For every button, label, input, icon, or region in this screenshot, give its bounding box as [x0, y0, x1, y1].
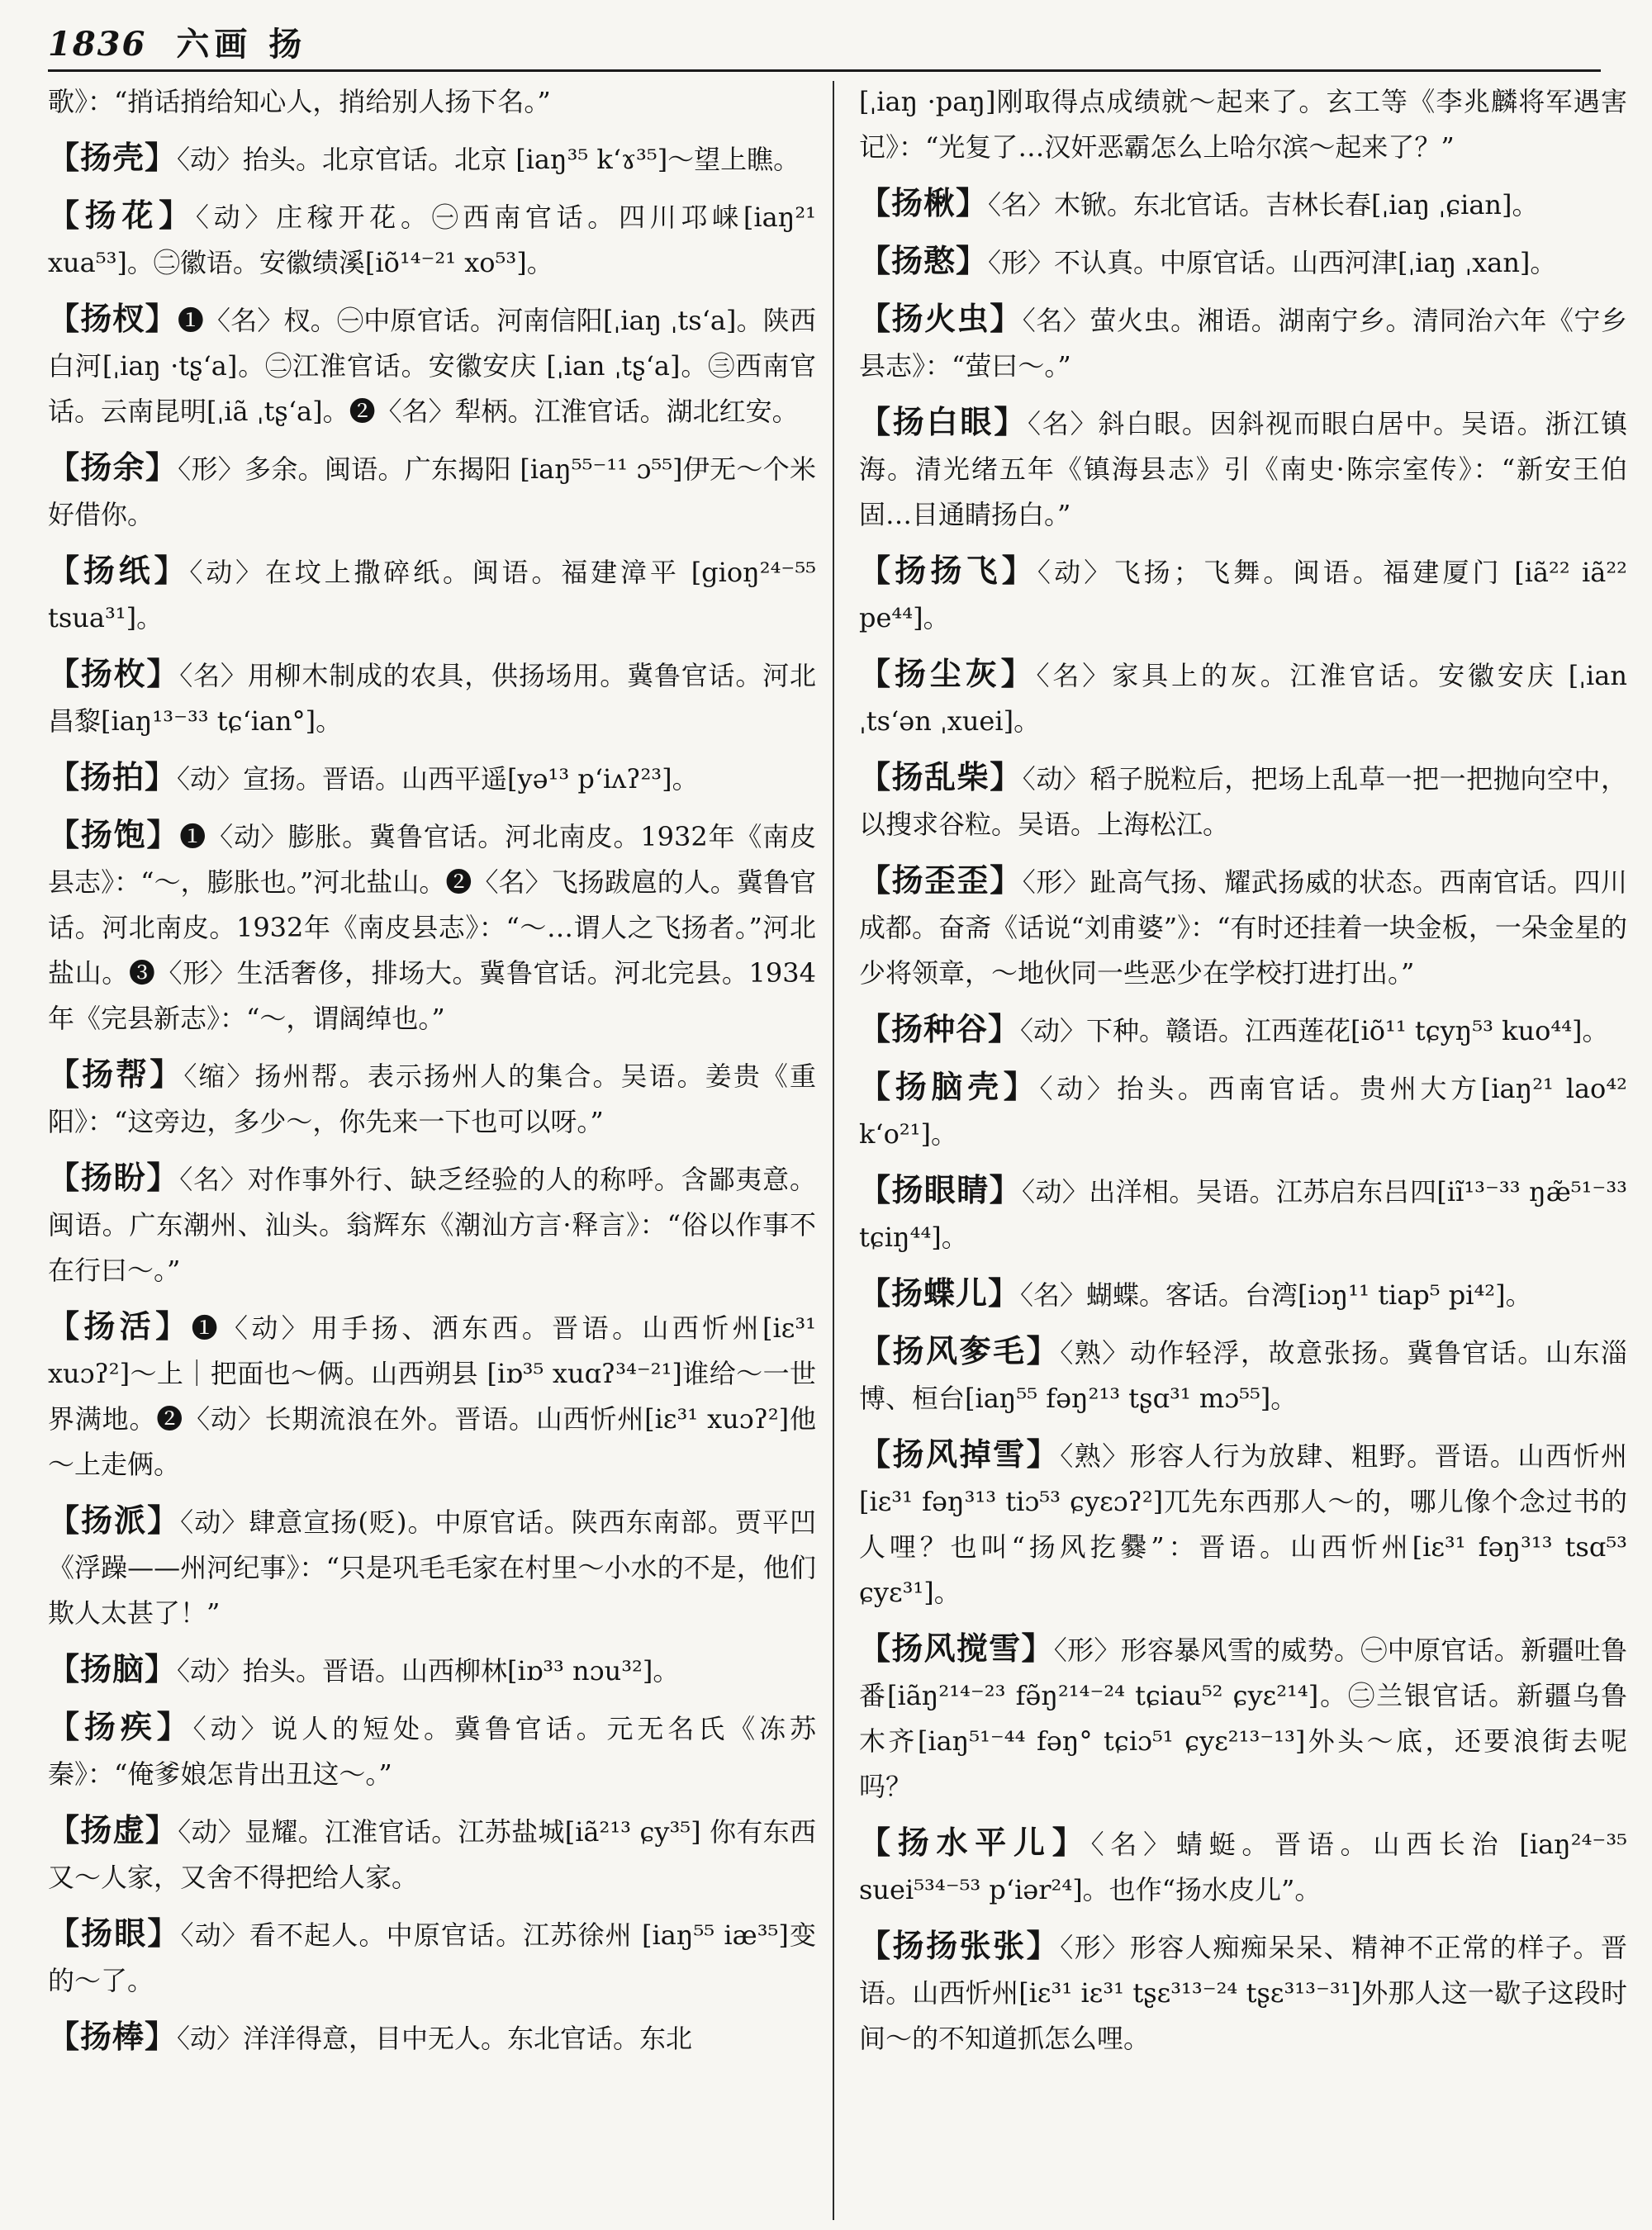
section-title: 六画 扬 — [176, 25, 307, 64]
entry-definition: 〈动〉洋洋得意，目中无人。东北官话。东北 — [177, 2023, 693, 2054]
entry-headword: 【扬风掉雪】 — [859, 1435, 1061, 1473]
dictionary-entry — [48, 135, 816, 183]
page-header — [48, 18, 1601, 69]
entry-headword: 【扬疾】 — [48, 1708, 193, 1745]
entry-headword: 【扬花】 — [48, 197, 196, 234]
entry-headword: 【扬风奓毛】 — [859, 1332, 1061, 1369]
entry-headword: 【扬眼】 — [48, 1914, 181, 1952]
entry-headword: 【扬眼睛】 — [859, 1171, 1022, 1208]
entry-headword: 【扬种谷】 — [859, 1010, 1021, 1047]
entry-definition: 〈名〉蜻蜓。晋语。山西长治 [iaŋ²⁴⁻³⁵ suei⁵³⁴⁻⁵³ p‘iər²⁴]。也作“扬水皮儿”。 — [859, 1829, 1627, 1905]
dictionary-entry — [48, 1807, 816, 1900]
entry-headword: 【扬拍】 — [48, 758, 178, 795]
entry-definition: 〈形〉形容暴风雪的威势。㊀中原官话。新疆吐鲁番[iãŋ²¹⁴⁻²³ fə̃ŋ²¹⁴⁻²⁴ tɕiau⁵² ɕyɛ²¹⁴]。㊁兰银官话。新疆乌鲁木齐[iaŋ⁵¹⁻⁴⁴ fəŋ° tɕiɔ⁵¹ ɕyɛ²¹³⁻¹³]外头～底，还要浪街去呢吗？ — [859, 1635, 1627, 1802]
entry-headword: 【扬憨】 — [859, 242, 989, 279]
dictionary-entry — [859, 1328, 1627, 1421]
entry-headword: 【扬脑】 — [48, 1650, 178, 1687]
dictionary-entry — [48, 548, 816, 641]
dictionary-entry — [48, 1704, 816, 1797]
entry-definition: 〈名〉萤火虫。湘语。湖南宁乡。清同治六年《宁乡县志》：“萤曰～。” — [859, 305, 1627, 382]
dictionary-entry — [859, 1923, 1627, 2062]
entry-definition: 〈动〉说人的短处。冀鲁官话。元无名氏《冻苏秦》：“俺爹娘怎肯出丑这～。” — [48, 1713, 816, 1790]
dictionary-entry — [48, 651, 816, 744]
entry-definition: 〈名〉对作事外行、缺乏经验的人的称呼。含鄙夷意。闽语。广东潮州、汕头。翁辉东《潮汕方言·释言》：“俗以作事不在行曰～。” — [48, 1164, 816, 1286]
entry-headword: 【扬虚】 — [48, 1811, 178, 1848]
dictionary-entry — [859, 1270, 1627, 1318]
entry-headword: 【扬扬飞】 — [859, 552, 1037, 589]
entry-headword: 【扬乱柴】 — [859, 758, 1023, 795]
dictionary-entry — [48, 296, 816, 434]
dictionary-entry — [859, 296, 1627, 389]
dictionary-entry — [859, 857, 1627, 996]
entry-headword: 【扬帮】 — [48, 1056, 184, 1093]
entry-definition: 〈缩〉扬州帮。表示扬州人的集合。吴语。姜贵《重阳》：“这旁边，多少～，你先来一下也可以呀。” — [48, 1060, 816, 1137]
entry-headword: 【扬纸】 — [48, 552, 190, 589]
dictionary-entry — [48, 812, 816, 1041]
entry-definition: 〈动〉抬头。北京官话。北京 [iaŋ³⁵ k‘ɤ³⁵]～望上瞧。 — [177, 144, 800, 175]
dictionary-entry — [859, 1064, 1627, 1157]
dictionary-entry — [48, 444, 816, 538]
entry-headword: 【扬扬张张】 — [859, 1927, 1061, 1964]
dictionary-entry — [859, 1167, 1627, 1260]
entry-definition: 〈动〉庄稼开花。㊀西南官话。四川邛崃[iaŋ²¹ xua⁵³]。㊁徽语。安徽绩溪[iõ¹⁴⁻²¹ xo⁵³]。 — [48, 202, 816, 278]
entry-headword: 【扬壳】 — [48, 139, 178, 176]
dictionary-entry — [859, 238, 1627, 286]
right-column — [859, 79, 1627, 2071]
dictionary-entry — [48, 1051, 816, 1145]
dictionary-entry — [859, 754, 1627, 847]
entry-definition: 〈动〉下种。赣语。江西莲花[iõ¹¹ tɕyŋ⁵³ kuo⁴⁴]。 — [1020, 1015, 1609, 1046]
entry-headword: 【扬棒】 — [48, 2018, 178, 2055]
dictionary-entry — [48, 1155, 816, 1293]
entry-headword: 【扬派】 — [48, 1502, 181, 1539]
entry-definition: 〈动〉显耀。江淮官话。江苏盐城[iã²¹³ ɕy³⁵] 你有东西又～人家，又舍不得把给人家。 — [48, 1816, 816, 1893]
dictionary-entry — [48, 1497, 816, 1636]
dictionary-entry — [859, 651, 1627, 744]
entry-definition: 〈形〉多余。闽语。广东揭阳 [iaŋ⁵⁵⁻¹¹ ɔ⁵⁵]伊无～个米好借你。 — [48, 453, 816, 530]
dictionary-entry — [48, 754, 816, 802]
dictionary-entry — [48, 1910, 816, 2004]
column-divider — [833, 81, 834, 2220]
dictionary-entry — [859, 548, 1627, 641]
entry-definition: 〈形〉趾高气扬、耀武扬威的状态。西南官话。四川成都。奋斋《话说“刘甫婆”》：“有时还挂着一块金板，一朵金星的少将领章，～地伙同一些恶少在学校打进打出。” — [859, 866, 1627, 989]
entry-definition: 〈动〉飞扬；飞舞。闽语。福建厦门 [iã²² iã²² pe⁴⁴]。 — [859, 557, 1627, 633]
dictionary-entry — [48, 2014, 816, 2062]
entry-headword: 【扬风搅雪】 — [859, 1630, 1054, 1667]
entry-definition: 〈熟〉动作轻浮，故意张扬。冀鲁官话。山东淄博、桓台[iaŋ⁵⁵ fəŋ²¹³ tʂɑ³¹ mɔ⁵⁵]。 — [859, 1337, 1627, 1414]
dictionary-entry — [859, 1625, 1627, 1810]
entry-headword: 【扬活】 — [48, 1307, 192, 1345]
entry-definition: 〈名〉家具上的灰。江淮官话。安徽安庆 [ˌian ˌts‘ən ˌxuei]。 — [859, 660, 1627, 737]
dictionary-entry — [48, 1303, 816, 1487]
entry-definition: 〈动〉抬头。西南官话。贵州大方[iaŋ²¹ lao⁴² k‘o²¹]。 — [859, 1073, 1627, 1150]
entry-headword: 【扬余】 — [48, 448, 178, 486]
entry-definition: 〈名〉用柳木制成的农具，供扬场用。冀鲁官话。河北昌黎[iaŋ¹³⁻³³ tɕ‘ian°]。 — [48, 660, 816, 737]
entry-headword: 【扬火虫】 — [859, 300, 1023, 337]
entry-definition: 〈形〉形容人痴痴呆呆、精神不正常的样子。晋语。山西忻州[iɛ³¹ iɛ³¹ tʂɛ³¹³⁻²⁴ tʂɛ³¹³⁻³¹]外那人这一歇子这段时间～的不知道抓怎么哩。 — [859, 1932, 1627, 2054]
entry-definition: ❶〈动〉膨胀。冀鲁官话。河北南皮。1932年《南皮县志》：“～，膨胀也。”河北盐山。❷〈名〉飞扬跋扈的人。冀鲁官话。河北南皮。1932年《南皮县志》：“～…谓人之飞扬者。”河北盐山。❸〈形〉生活奢侈，排场大。冀鲁官话。河北完县。1934年《完县新志》：“～，谓阔绰也。” — [48, 821, 816, 1034]
entry-headword: 【扬楸】 — [859, 184, 989, 221]
entry-headword: 【扬歪歪】 — [859, 861, 1023, 899]
entry-definition: 〈形〉不认真。中原官话。山西河津[ˌiaŋ ˌxan]。 — [988, 247, 1557, 278]
dictionary-entry — [859, 1006, 1627, 1054]
entry-definition: 〈动〉宣扬。晋语。山西平遥[yə¹³ p‘iʌʔ²³]。 — [177, 763, 699, 795]
left-column — [48, 79, 816, 2071]
entry-headword: 【扬白眼】 — [859, 403, 1028, 440]
entry-headword: 【扬脑壳】 — [859, 1068, 1040, 1105]
entry-headword: 【扬饱】 — [48, 816, 180, 853]
entry-headword: 【扬尘灰】 — [859, 655, 1037, 692]
entry-headword: 【扬盼】 — [48, 1159, 180, 1196]
entry-definition: 〈动〉在坟上撒碎纸。闽语。福建漳平 [gioŋ²⁴⁻⁵⁵ tsua³¹]。 — [48, 557, 816, 633]
entry-definition: 〈动〉出洋相。吴语。江苏启东吕四[iĩ¹³⁻³³ ŋæ̃⁵¹⁻³³ tɕiŋ⁴⁴]。 — [859, 1176, 1627, 1253]
page-number: 1836 — [48, 25, 147, 64]
entry-headword: 【扬杈】 — [48, 300, 178, 337]
entry-definition: 〈动〉稻子脱粒后，把场上乱草一把一把抛向空中，以搜求谷粒。吴语。上海松江。 — [859, 763, 1627, 840]
entry-headword: 【扬蝶儿】 — [859, 1274, 1021, 1312]
entry-continuation: 歌》：“捎话捎给知心人，捎给别人扬下名。” — [48, 86, 551, 117]
entry-definition: 〈熟〉形容人行为放肆、粗野。晋语。山西忻州[iɛ³¹ fəŋ³¹³ tiɔ⁵³ ɕyɛɔʔ²]兀先东西那人～的，哪儿像个念过书的人哩？也叫“扬风扢爨”：晋语。山西忻州[iɛ³¹ fəŋ³¹³ tsɑ⁵³ ɕyɛ³¹]。 — [859, 1440, 1627, 1608]
dictionary-entry — [859, 399, 1627, 538]
entry-headword: 【扬水平儿】 — [859, 1824, 1091, 1861]
entry-definition: 〈动〉肆意宣扬(贬)。中原官话。陕西东南部。贾平凹《浮躁——州河纪事》：“只是巩毛毛家在村里～小水的不是，他们欺人太甚了！” — [48, 1506, 816, 1629]
entry-definition: 〈名〉木锨。东北官话。吉林长春[ˌiaŋ ˌɕian]。 — [988, 189, 1539, 221]
entry-definition: 〈名〉斜白眼。因斜视而眼白居中。吴语。浙江镇海。清光绪五年《镇海县志》引《南史·陈宗室传》：“新安王伯固…目通睛扬白。” — [859, 408, 1627, 530]
dictionary-entry — [48, 1646, 816, 1694]
header-rule — [48, 69, 1601, 72]
dictionary-entry — [48, 192, 816, 286]
entry-continuation: [ˌiaŋ ·paŋ]刚取得点成绩就～起来了。玄工等《李兆麟将军遇害记》：“光复了…汉奸恶霸怎么上哈尔滨～起来了？” — [859, 86, 1627, 163]
entry-definition: 〈名〉蝴蝶。客话。台湾[iɔŋ¹¹ tiap⁵ pi⁴²]。 — [1020, 1279, 1532, 1311]
dictionary-entry — [859, 1431, 1627, 1616]
entry-definition: 〈动〉抬头。晋语。山西柳林[iɒ³³ nɔu³²]。 — [177, 1655, 680, 1687]
entry-definition: ❶〈动〉用手扬、洒东西。晋语。山西忻州[iɛ³¹ xuɔʔ²]～上｜把面也～俩。山西朔县 [iɒ³⁵ xuɑʔ³⁴⁻²¹]谁给～一世界满地。❷〈动〉长期流浪在外。晋语。山西忻州[iɛ³¹ xuɔʔ²]他～上走俩。 — [48, 1312, 816, 1480]
entry-definition: ❶〈名〉杈。㊀中原官话。河南信阳[ˌiaŋ ˌts‘a]。陕西白河[ˌiaŋ ·tʂ‘a]。㊁江淮官话。安徽安庆 [ˌian ˌtʂ‘a]。㊂西南官话。云南昆明[ˌiã ˌtʂ‘a]。❷〈名〉犁柄。江淮官话。湖北红安。 — [48, 305, 816, 427]
entry-headword: 【扬枚】 — [48, 655, 180, 692]
dictionary-entry — [859, 180, 1627, 228]
dictionary-entry — [859, 1820, 1627, 1913]
entry-definition: 〈动〉看不起人。中原官话。江苏徐州 [iaŋ⁵⁵ iæ³⁵]变的～了。 — [48, 1919, 816, 1996]
